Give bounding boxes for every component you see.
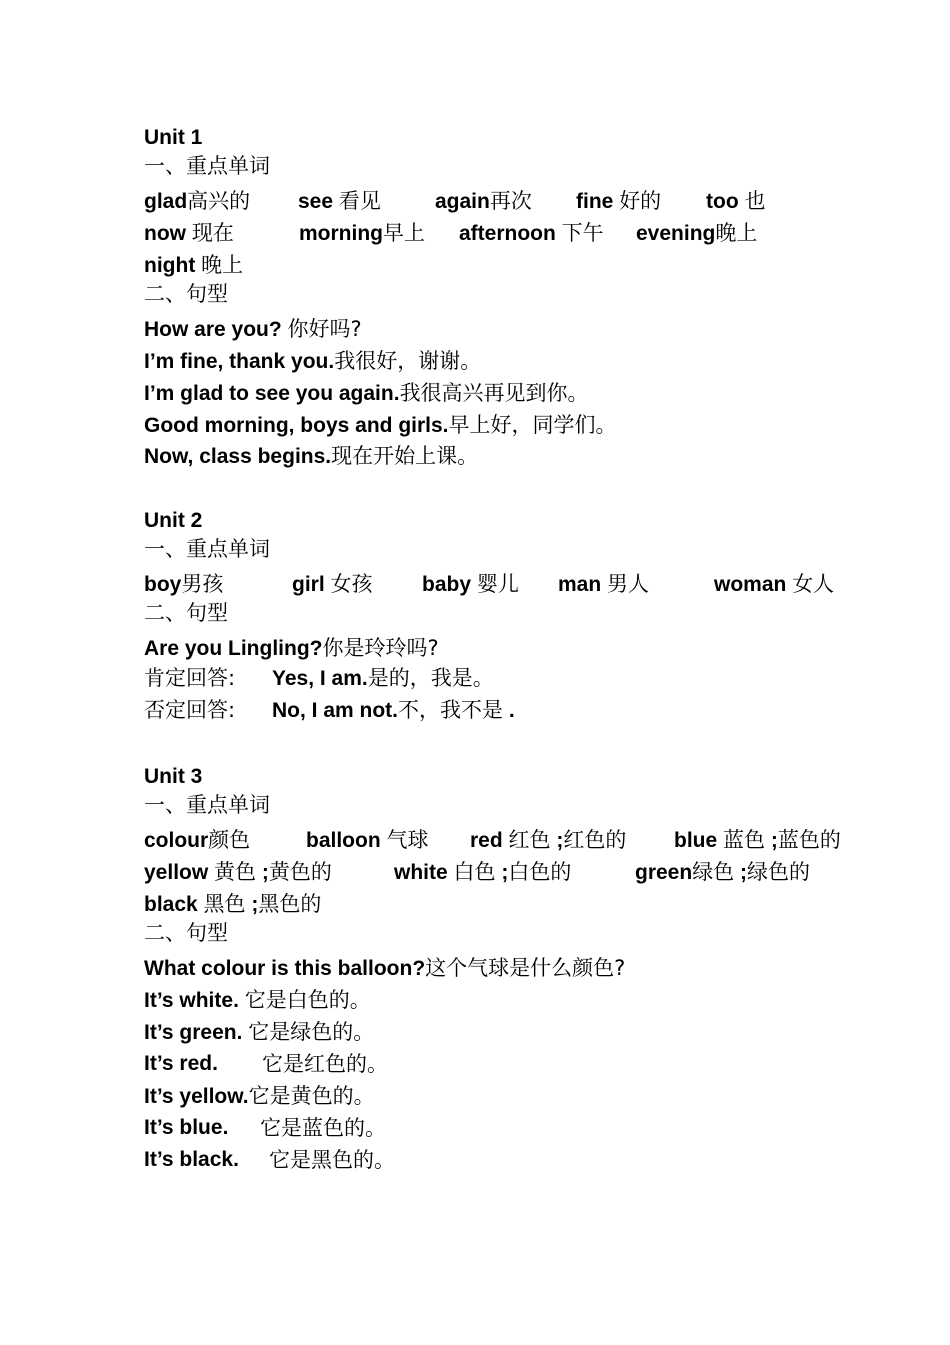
sentence-zh: 你是玲玲吗? (322, 636, 439, 660)
sentence-line (144, 955, 625, 982)
vocab-item (144, 827, 250, 854)
answer-en: No, I am not. (272, 699, 398, 722)
vocab-separator: ; (501, 861, 509, 884)
vocab-meaning: 白色 (453, 860, 496, 884)
vocab-item (635, 859, 810, 886)
sentence-line (144, 380, 589, 407)
vocab-meaning: 再次 (489, 189, 532, 213)
vocab-word: now (144, 222, 186, 245)
sentence-line (144, 987, 371, 1014)
vocab-item (299, 220, 425, 247)
sentence-heading: 二、句型 (144, 601, 228, 625)
vocab-word: yellow (144, 861, 209, 884)
sentence-en: It’s white. (144, 989, 239, 1012)
sentence-zh: 它是黄色的。 (248, 1084, 375, 1108)
vocab-heading: 一、重点单词 (144, 793, 270, 817)
vocab-item (144, 220, 234, 247)
unit-title: Unit 3 (144, 765, 203, 788)
sentence-en: It’s blue. (144, 1116, 229, 1139)
sentence-en: I’m fine, thank you. (144, 350, 335, 373)
vocab-item (714, 571, 834, 598)
vocab-item (144, 891, 321, 918)
vocab-heading: 一、重点单词 (144, 154, 270, 178)
vocab-item (558, 571, 649, 598)
vocab-word: colour (144, 829, 209, 852)
sentence-en: It’s green. (144, 1021, 243, 1044)
vocab-separator: ; (251, 893, 259, 916)
sentence-en: How are you? (144, 318, 282, 341)
sentence-zh: 早上好，同学们。 (448, 413, 617, 437)
vocab-word: evening (636, 222, 716, 245)
vocab-word: man (558, 573, 602, 596)
sentence-line (144, 1019, 374, 1046)
sentence-line (144, 1115, 386, 1141)
vocab-item (144, 571, 223, 598)
vocab-meaning: 晚上 (715, 221, 758, 245)
vocab-word: fine (576, 190, 614, 213)
vocab-item (144, 188, 250, 215)
sentence-line (144, 443, 478, 470)
vocab-meaning: 气球 (386, 828, 429, 852)
vocab-separator: ; (556, 829, 564, 852)
vocab-meaning: 高兴的 (187, 189, 251, 213)
sentence-en: Now, class begins. (144, 445, 332, 468)
vocab-word: red (470, 829, 503, 852)
sentence-zh: 现在开始上课。 (331, 444, 479, 468)
vocab-item (422, 571, 519, 598)
vocab-item (298, 188, 381, 215)
sentence-zh: 你好吗? (287, 317, 362, 341)
answer-label: 肯定回答: (144, 666, 236, 690)
vocab-word: too (706, 190, 739, 213)
sentence-zh: 它是黑色的。 (269, 1148, 395, 1172)
vocab-word: woman (714, 573, 787, 596)
vocab-meaning: 早上 (383, 221, 425, 245)
vocab-word: white (394, 861, 448, 884)
vocab-item (470, 827, 626, 854)
vocab-meaning-alt: 蓝色的 (777, 828, 841, 852)
vocab-word: blue (674, 829, 718, 852)
vocab-separator: ; (740, 861, 748, 884)
vocab-meaning: 男人 (607, 572, 650, 596)
vocab-word: girl (292, 573, 325, 596)
sentence-line (144, 1051, 388, 1077)
vocab-meaning: 也 (744, 189, 766, 213)
vocab-item (706, 188, 766, 215)
vocab-word: afternoon (459, 222, 556, 245)
answer-en: Yes, I am. (272, 667, 368, 690)
vocab-meaning: 绿色 (692, 860, 735, 884)
vocab-meaning: 黑色 (203, 892, 246, 916)
vocab-item (394, 859, 571, 886)
vocab-word: balloon (306, 829, 381, 852)
sentence-zh: 它是蓝色的。 (260, 1116, 386, 1140)
vocab-item (306, 827, 429, 854)
vocab-item (144, 252, 243, 279)
sentence-zh: 它是白色的。 (244, 988, 371, 1012)
vocab-word: morning (299, 222, 383, 245)
vocab-item (459, 220, 604, 247)
vocab-word: baby (422, 573, 472, 596)
vocab-item (576, 188, 661, 215)
vocab-meaning: 黄色 (214, 860, 257, 884)
answer-tail: . (508, 699, 515, 722)
vocab-meaning: 女孩 (330, 572, 373, 596)
vocab-meaning: 女人 (792, 572, 835, 596)
sentence-heading: 二、句型 (144, 921, 228, 945)
vocab-meaning: 婴儿 (476, 572, 519, 596)
vocab-meaning-alt: 黑色的 (258, 892, 322, 916)
sentence-line (144, 1147, 395, 1173)
sentence-en: It’s black. (144, 1148, 239, 1171)
sentence-zh: 我很高兴再见到你。 (399, 381, 589, 405)
sentence-line (144, 316, 362, 343)
vocab-separator: ; (261, 861, 269, 884)
sentence-line (144, 348, 481, 375)
vocab-meaning-alt: 红色的 (563, 828, 627, 852)
vocab-meaning: 下午 (561, 221, 604, 245)
sentence-zh: 我很好，谢谢。 (334, 349, 482, 373)
vocab-word: black (144, 893, 198, 916)
vocab-word: green (635, 861, 693, 884)
vocab-meaning: 看见 (338, 189, 381, 213)
sentence-en: Are you Lingling? (144, 637, 323, 660)
answer-zh: 是的，我是。 (367, 666, 494, 690)
vocab-meaning: 颜色 (208, 828, 251, 852)
vocab-meaning: 红色 (508, 828, 551, 852)
sentence-en: Good morning, boys and girls. (144, 414, 449, 437)
vocab-item (435, 188, 532, 215)
question-line (144, 635, 439, 662)
sentence-zh: 这个气球是什么颜色? (425, 956, 626, 980)
sentence-en: What colour is this balloon? (144, 957, 426, 980)
answer-text (272, 665, 494, 692)
vocab-word: again (435, 190, 490, 213)
sentence-zh: 它是绿色的。 (248, 1020, 375, 1044)
unit-title: Unit 2 (144, 509, 203, 532)
vocab-word: see (298, 190, 334, 213)
vocab-meaning: 蓝色 (723, 828, 766, 852)
vocab-word: glad (144, 190, 188, 213)
vocab-item (674, 827, 841, 854)
vocab-meaning: 现在 (191, 221, 234, 245)
vocab-item (292, 571, 373, 598)
answer-text (272, 697, 515, 724)
vocab-heading: 一、重点单词 (144, 537, 270, 561)
vocab-meaning-alt: 白色的 (508, 860, 572, 884)
sentence-line (144, 412, 617, 439)
sentence-heading: 二、句型 (144, 282, 228, 306)
vocab-meaning: 好的 (619, 189, 662, 213)
vocab-separator: ; (770, 829, 778, 852)
vocab-meaning: 男孩 (181, 572, 224, 596)
sentence-line (144, 1083, 375, 1110)
vocab-item (144, 859, 332, 886)
vocab-meaning: 晚上 (201, 253, 244, 277)
vocab-item (636, 220, 757, 247)
answer-label: 否定回答: (144, 698, 236, 722)
sentence-en: It’s red. (144, 1052, 218, 1075)
sentence-zh: 它是红色的。 (262, 1052, 388, 1076)
unit-title: Unit 1 (144, 126, 203, 149)
vocab-meaning-alt: 黄色的 (268, 860, 332, 884)
vocab-word: boy (144, 573, 182, 596)
vocab-word: night (144, 254, 196, 277)
sentence-en: I’m glad to see you again. (144, 382, 400, 405)
answer-zh: 不，我不是 (398, 698, 503, 722)
sentence-en: It’s yellow. (144, 1085, 249, 1108)
vocab-meaning-alt: 绿色的 (747, 860, 811, 884)
